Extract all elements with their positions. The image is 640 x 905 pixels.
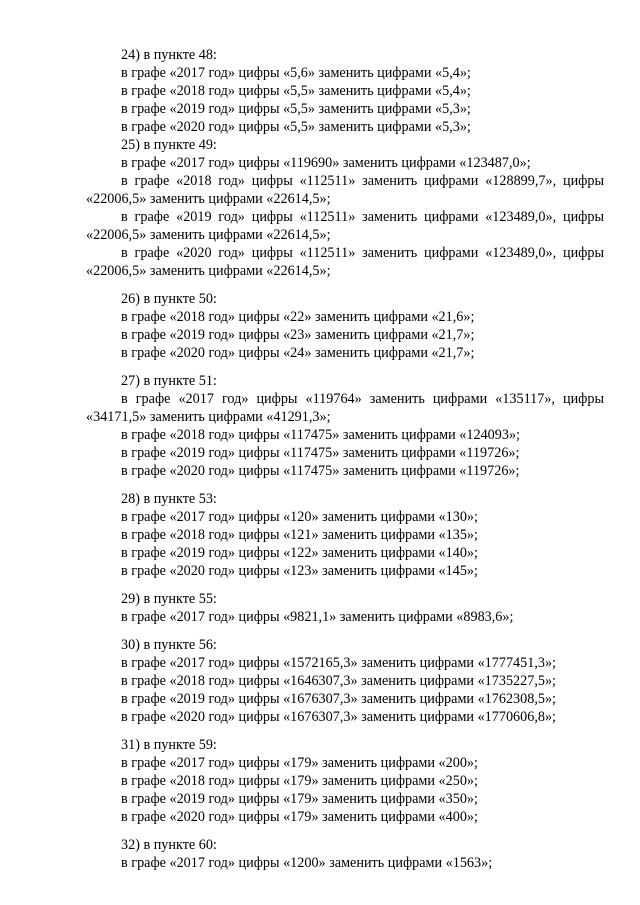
amendment-line: в графе «2019 год» цифры «117475» заменить цифрами «119726»;: [121, 445, 520, 461]
amendment-section: [86, 46, 604, 136]
amendment-section: [86, 490, 604, 580]
section-heading: 31) в пункте 59:: [121, 737, 217, 753]
amendment-line: в графе «2018 год» цифры «1646307,3» заменить цифрами «1735227,5»;: [121, 673, 556, 689]
amendment-line: в графе «2020 год» цифры «1676307,3» заменить цифрами «1770606,8»;: [121, 709, 556, 725]
section-heading: 27) в пункте 51:: [121, 373, 217, 389]
amendment-line: в графе «2019 год» цифры «23» заменить цифрами «21,7»;: [121, 327, 475, 343]
amendment-line: в графе «2019 год» цифры «5,5» заменить цифрами «5,3»;: [121, 101, 471, 117]
amendment-line: в графе «2020 год» цифры «179» заменить цифрами «400»;: [121, 809, 478, 825]
amendment-line: в графе «2019 год» цифры «1676307,3» заменить цифрами «1762308,5»;: [121, 691, 556, 707]
amendment-line: в графе «2020 год» цифры «24» заменить цифрами «21,7»;: [121, 345, 475, 361]
section-heading: 26) в пункте 50:: [121, 291, 217, 307]
amendment-line: в графе «2019 год» цифры «179» заменить цифрами «350»;: [121, 791, 478, 807]
amendment-line: в графе «2019 год» цифры «112511» заменить цифрами «123489,0», цифры «22006,5» заменить цифрами «22614,5»;: [86, 209, 604, 243]
amendment-line: в графе «2018 год» цифры «179» заменить цифрами «250»;: [121, 773, 478, 789]
amendment-line: в графе «2017 год» цифры «1200» заменить цифрами «1563»;: [121, 855, 493, 871]
section-heading: 32) в пункте 60:: [121, 837, 217, 853]
amendment-section: [86, 372, 604, 480]
amendment-section: [86, 136, 604, 280]
amendment-line: в графе «2017 год» цифры «179» заменить цифрами «200»;: [121, 755, 478, 771]
amendment-line: в графе «2020 год» цифры «5,5» заменить цифрами «5,3»;: [121, 119, 471, 135]
amendment-line: в графе «2020 год» цифры «117475» заменить цифрами «119726»;: [121, 463, 520, 479]
document-body: [86, 46, 604, 872]
section-heading: 29) в пункте 55:: [121, 591, 217, 607]
amendment-section: [86, 290, 604, 362]
amendment-line: в графе «2018 год» цифры «117475» заменить цифрами «124093»;: [121, 427, 520, 443]
section-heading: 28) в пункте 53:: [121, 491, 217, 507]
section-heading: 24) в пункте 48:: [121, 47, 217, 63]
amendment-line: в графе «2020 год» цифры «123» заменить цифрами «145»;: [121, 563, 478, 579]
amendment-line: в графе «2017 год» цифры «120» заменить цифрами «130»;: [121, 509, 478, 525]
amendment-line: в графе «2019 год» цифры «122» заменить цифрами «140»;: [121, 545, 478, 561]
amendment-section: [86, 736, 604, 826]
amendment-line: в графе «2017 год» цифры «5,6» заменить цифрами «5,4»;: [121, 65, 471, 81]
amendment-line: в графе «2018 год» цифры «121» заменить цифрами «135»;: [121, 527, 478, 543]
section-heading: 25) в пункте 49:: [121, 137, 217, 153]
amendment-line: в графе «2018 год» цифры «22» заменить цифрами «21,6»;: [121, 309, 475, 325]
amendment-line: в графе «2020 год» цифры «112511» заменить цифрами «123489,0», цифры «22006,5» заменить цифрами «22614,5»;: [86, 245, 604, 279]
amendment-line: в графе «2017 год» цифры «1572165,3» заменить цифрами «1777451,3»;: [121, 655, 556, 671]
amendment-line: в графе «2018 год» цифры «112511» заменить цифрами «128899,7», цифры «22006,5» заменить цифрами «22614,5»;: [86, 173, 604, 207]
amendment-section: [86, 590, 604, 626]
amendment-section: [86, 836, 604, 872]
amendment-line: в графе «2017 год» цифры «9821,1» заменить цифрами «8983,6»;: [121, 609, 514, 625]
section-heading: 30) в пункте 56:: [121, 637, 217, 653]
amendment-line: в графе «2018 год» цифры «5,5» заменить цифрами «5,4»;: [121, 83, 471, 99]
amendment-section: [86, 636, 604, 726]
amendment-line: в графе «2017 год» цифры «119764» заменить цифрами «135117», цифры «34171,5» заменить цифрами «41291,3»;: [86, 391, 604, 425]
amendment-line: в графе «2017 год» цифры «119690» заменить цифрами «123487,0»;: [121, 155, 531, 171]
